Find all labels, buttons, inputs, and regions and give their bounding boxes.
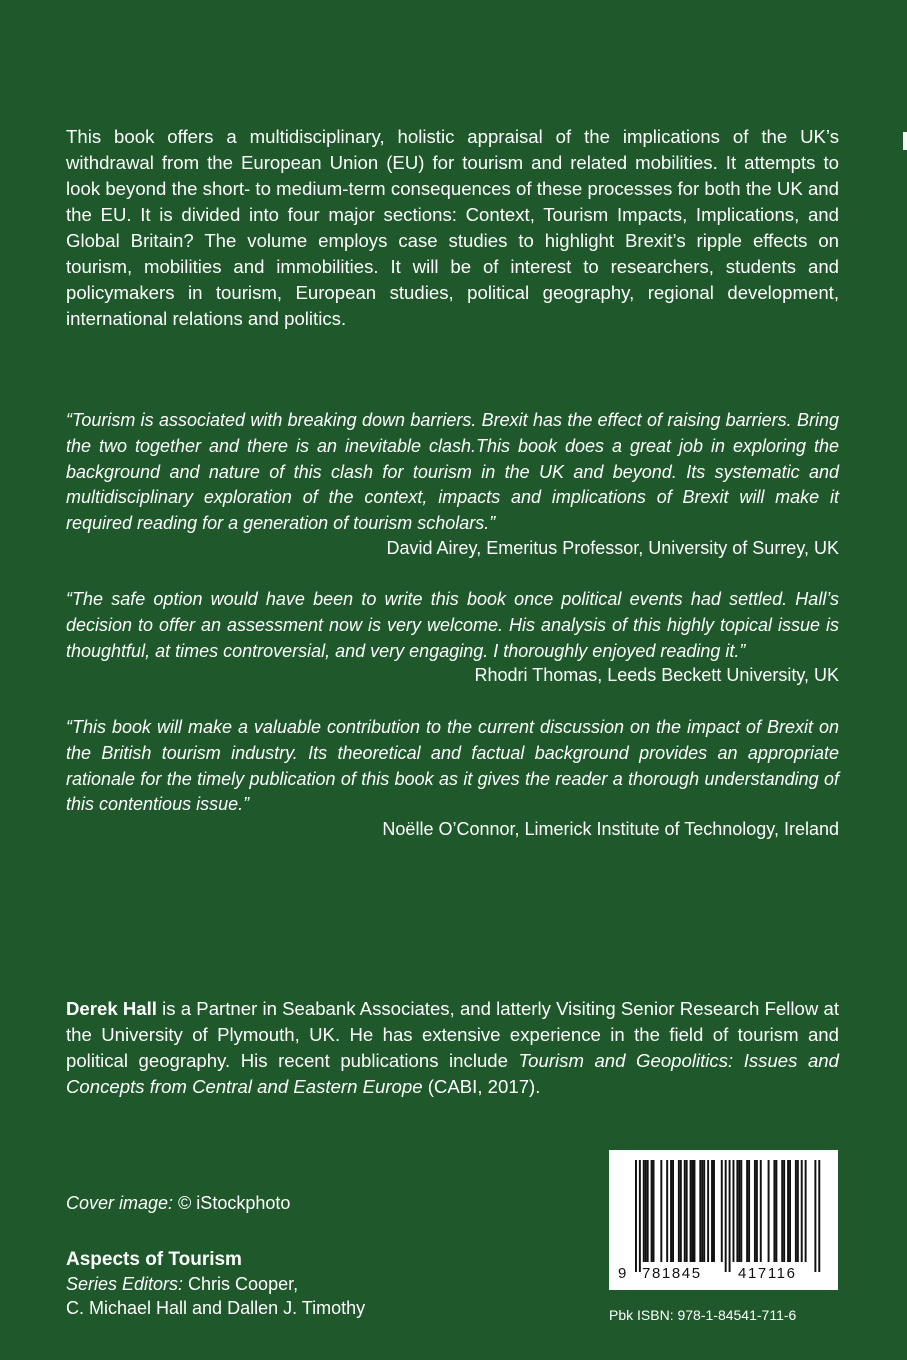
isbn-label: Pbk ISBN: 978-1-84541-711-6 (609, 1307, 797, 1323)
barcode-bar (660, 1160, 662, 1262)
barcode-digits (609, 1263, 838, 1285)
barcode-guard-bar (818, 1160, 820, 1272)
series-editors-line-2: C. Michael Hall and Dallen J. Timothy (66, 1298, 366, 1318)
barcode-bar (754, 1160, 756, 1262)
author-bio-text-2: (CABI, 2017). (422, 1076, 541, 1097)
barcode-bar (746, 1160, 748, 1262)
barcode-guard-bar (635, 1160, 637, 1272)
barcode-first-digit: 9 (618, 1265, 627, 1282)
barcode-left-group: 781845 (642, 1265, 702, 1282)
author-bio (66, 996, 839, 1100)
barcode-bar (801, 1160, 803, 1262)
barcode-bar (686, 1160, 688, 1262)
barcode-bar (643, 1160, 645, 1262)
barcode-bar (711, 1160, 713, 1262)
barcode-bar (680, 1160, 682, 1262)
barcode-bar (699, 1160, 701, 1262)
series-title: Aspects of Tourism (66, 1249, 242, 1270)
barcode-bar (701, 1160, 703, 1262)
barcode-bar (748, 1160, 750, 1262)
barcode-bar (733, 1160, 735, 1262)
book-description: This book offers a multidisciplinary, holistic appraisal of the implications of the UK’s withdrawal from the European Union (EU) for tourism and related mobilities. It attempts to look beyond the short- to medium-term consequences of these processes for both the UK and the EU. It is divided into four major sections: Context, Tourism Impacts, Implications, and Global Britain? The volume employs case studies to highlight Brexit’s ripple effects on tourism, mobilities and immobilities. It will be of interest to researchers, students and policymakers in tourism, European studies, political geography, regional development, international relations and politics. (66, 126, 839, 329)
cover-credit-label: Cover image: (66, 1193, 174, 1213)
barcode-bar (789, 1160, 791, 1262)
barcode-guard-bar (814, 1160, 816, 1272)
series-editors-line-1 (66, 1272, 365, 1296)
barcode-bar (678, 1160, 680, 1262)
barcode-bar (670, 1160, 672, 1262)
barcode-bar (672, 1160, 674, 1262)
barcode-guard-bar (639, 1160, 641, 1272)
isbn-barcode (609, 1150, 838, 1290)
endorsement-attribution-3: Noëlle O’Connor, Limerick Institute of Technology, Ireland (382, 819, 839, 839)
author-name: Derek Hall (66, 998, 157, 1019)
barcode-bar (738, 1160, 740, 1262)
endorsement-quote-1: “Tourism is associated with breaking down barriers. Brexit has the effect of raising barriers. Bring the two together and there is an inevitable clash.This book does a great job in exploring the background and nature of this clash for tourism in the UK and beyond. Its systematic and multidisciplinary exploration of the context, impacts and implications of Brexit will make it required reading for a generation of tourism scholars.” (66, 410, 839, 534)
barcode-bar (783, 1160, 785, 1262)
barcode-bar (797, 1160, 799, 1262)
barcode-bar (666, 1160, 668, 1262)
barcode-right-group: 417116 (738, 1265, 797, 1282)
series-info (66, 1248, 365, 1320)
barcode-bar (707, 1160, 709, 1262)
barcode-bar (692, 1160, 694, 1262)
barcode-bar (760, 1160, 762, 1262)
endorsement-quote-2: “The safe option would have been to write this book once political events had settled. Hall’s decision to offer an assessment now is very welcome. His analysis of this highly topical issue is thoughtful, at times controversial, and very engaging. I thoroughly enjoyed reading it.” (66, 589, 839, 661)
barcode-bar (694, 1160, 696, 1262)
barcode-bar (740, 1160, 742, 1262)
cover-image-credit (66, 1191, 290, 1215)
barcode-guard-bar (729, 1160, 731, 1272)
barcode-bar (651, 1160, 653, 1262)
barcode-bar (645, 1160, 647, 1262)
barcode-bar (795, 1160, 797, 1262)
barcode-bar (684, 1160, 686, 1262)
cover-credit-value: © iStockphoto (173, 1193, 291, 1213)
author-book-title: Tourism and Geopolitics: Issues and Concepts from Central and Eastern Europe (66, 1050, 839, 1097)
barcode-bar (690, 1160, 692, 1262)
barcode-bar (703, 1160, 705, 1262)
endorsement-quote-3: “This book will make a valuable contribution to the current discussion on the impact of Brexit on the British tourism industry. Its theoretical and factual background provides an appropriate rationale for the timely publication of this book as it gives the reader a thorough understanding of this contentious issue.” (66, 717, 839, 815)
author-bio-text-1: is a Partner in Seabank Associates, and latterly Visiting Senior Research Fellow at the University of Plymouth, UK. He has extensive experience in the field of tourism and political geography. His recent publications include (66, 998, 839, 1071)
series-editors-names-1: Chris Cooper, (183, 1274, 299, 1294)
barcode-bar (721, 1160, 723, 1262)
edge-mark (903, 132, 907, 150)
barcode-bar (756, 1160, 758, 1262)
endorsement-attribution-2: Rhodri Thomas, Leeds Beckett University, UK (474, 665, 839, 685)
barcode-guard-bar (725, 1160, 727, 1272)
series-editors-label: Series Editors: (66, 1274, 184, 1294)
barcode-bar (713, 1160, 715, 1262)
barcode-bar (653, 1160, 655, 1262)
endorsement-attribution-1: David Airey, Emeritus Professor, University of Surrey, UK (386, 538, 839, 558)
barcode-bar (781, 1160, 783, 1262)
barcode-bar (647, 1160, 649, 1262)
barcode-bar (736, 1160, 738, 1262)
barcode-bar (805, 1160, 807, 1262)
barcode-bar (773, 1160, 775, 1262)
barcode-bar (787, 1160, 789, 1262)
barcode-bar (768, 1160, 770, 1262)
barcode-bar (775, 1160, 777, 1262)
